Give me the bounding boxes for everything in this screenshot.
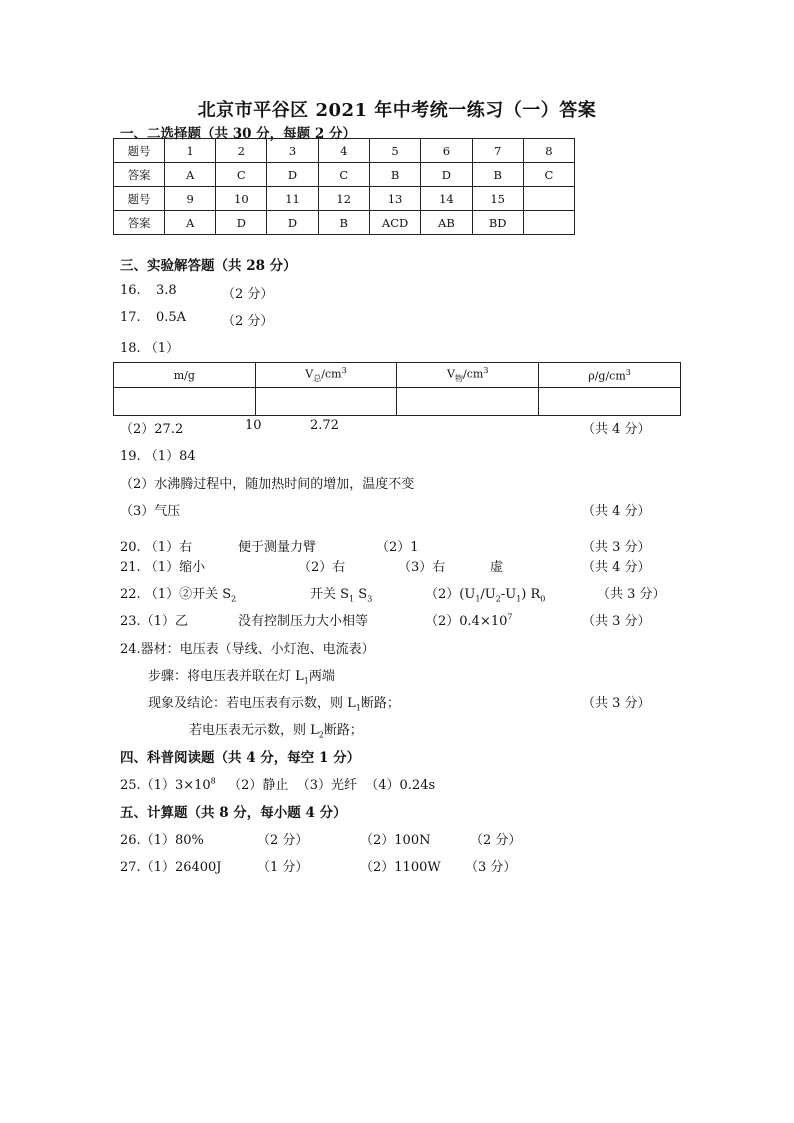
q18-part2: （2）27.2 [120, 422, 184, 437]
q24-line-1: 24.器材：电压表（导线、小灯泡、电流表） [120, 642, 375, 657]
table-header-mass [114, 363, 256, 388]
table-cell: D [267, 211, 318, 235]
q26-score-a: （2 分） [257, 833, 309, 848]
page-title: 北京市平谷区 2021 年中考统一练习（一）答案 [197, 100, 597, 121]
subscript: 1 [303, 676, 309, 686]
table-cell: 12 [318, 187, 369, 211]
table-cell: 5 [369, 139, 420, 163]
table-cell [523, 211, 574, 235]
q23-part-b: 没有控制压力大小相等 [238, 614, 369, 629]
q24-line-4 [189, 719, 363, 740]
subscript: 1 [355, 703, 361, 713]
q26-part-a: 26.（1）80% [120, 833, 204, 848]
section-5-heading: 五、计算题（共 8 分，每小题 4 分） [120, 805, 347, 821]
q24-line-2 [148, 665, 335, 686]
q18-value-2: 2.72 [310, 418, 339, 433]
header-text: ρ/g/cm [588, 369, 626, 383]
header-sub: 物 [455, 373, 463, 383]
q16-number: 16. [120, 283, 141, 298]
table-cell: 8 [523, 139, 574, 163]
q20-score: （共 3 分） [582, 540, 651, 555]
q27-part-c: （2）1100W [360, 860, 441, 875]
q21-part-a: 21. （1）缩小 [120, 560, 206, 575]
table-row [114, 363, 681, 388]
text: （2）0.4×10 [425, 614, 508, 629]
table-row [114, 139, 575, 163]
choice-answer-table [113, 138, 575, 235]
q23-part-a: 23.（1）乙 [120, 614, 188, 629]
text: 断路； [323, 723, 363, 738]
q20-part-c: （2）1 [376, 540, 419, 555]
table-cell [114, 388, 256, 416]
table-cell: 3 [267, 139, 318, 163]
text: 开关 S [310, 587, 350, 602]
subscript: 2 [495, 594, 501, 604]
header-text: V [447, 367, 455, 381]
q22-part-a [120, 583, 236, 604]
table-cell: C [523, 163, 574, 187]
table-cell: 10 [216, 187, 267, 211]
header-text: /cm [321, 367, 342, 381]
q17-answer: 0.5A [156, 310, 187, 325]
q26-part-c: （2）100N [360, 833, 431, 848]
q27-score-a: （1 分） [257, 860, 309, 875]
table-cell: AB [421, 211, 472, 235]
text: （3）光纤 [296, 778, 357, 793]
table-cell: D [421, 163, 472, 187]
q24-score: （共 3 分） [582, 696, 651, 711]
subscript: 2 [318, 730, 324, 740]
text: （4）0.24s [365, 778, 436, 793]
table-cell: 答案 [114, 163, 165, 187]
density-table [113, 362, 681, 416]
table-cell: BD [472, 211, 523, 235]
superscript: 8 [210, 776, 216, 786]
q17-number: 17. [120, 310, 141, 325]
table-cell: 4 [318, 139, 369, 163]
table-cell: 1 [165, 139, 216, 163]
table-cell [523, 187, 574, 211]
header-sup: 3 [625, 367, 631, 377]
table-cell: D [216, 211, 267, 235]
q23-part-c [425, 610, 512, 629]
subscript: 1 [475, 594, 481, 604]
text: 步骤：将电压表并联在灯 L [148, 669, 304, 684]
text: 断路； [360, 696, 400, 711]
text: 若电压表无示数，则 L [189, 723, 319, 738]
subscript: 0 [540, 594, 546, 604]
text: 22. （1）②开关 S [120, 587, 232, 602]
table-cell: 9 [165, 187, 216, 211]
table-cell: B [472, 163, 523, 187]
q22-part-b [310, 583, 372, 604]
header-sub: 总 [313, 373, 322, 383]
table-cell: 题号 [114, 187, 165, 211]
table-row [114, 211, 575, 235]
table-cell: C [318, 163, 369, 187]
q25-answers [120, 774, 435, 793]
table-cell: B [318, 211, 369, 235]
q24-line-3 [148, 692, 400, 713]
q20-part-b: 便于测量力臂 [238, 540, 317, 555]
table-cell: 15 [472, 187, 523, 211]
table-cell: 14 [421, 187, 472, 211]
q21-part-d: 虚 [490, 560, 504, 575]
subscript: 2 [231, 594, 237, 604]
q27-score-c: （3 分） [465, 860, 517, 875]
table-row [114, 187, 575, 211]
q23-score: （共 3 分） [582, 614, 651, 629]
q18-score: （共 4 分） [582, 422, 651, 437]
table-cell [255, 388, 397, 416]
q21-part-b: （2）右 [298, 560, 346, 575]
q22-score: （共 3 分） [597, 587, 666, 602]
table-header-volume-total [255, 363, 397, 388]
superscript: 7 [507, 612, 513, 622]
table-header-volume-object [397, 363, 539, 388]
subscript: 3 [367, 594, 373, 604]
q18-heading: 18. （1） [120, 341, 180, 356]
q19-line-3: （3）气压 [120, 504, 181, 519]
section-1-heading: 一、二选择题（共 30 分，每题 2 分） [120, 126, 356, 142]
text: /U [480, 587, 496, 602]
section-3-heading: 三、实验解答题（共 28 分） [120, 258, 297, 274]
header-sup: 3 [341, 366, 347, 376]
subscript: 1 [349, 594, 355, 604]
table-cell: ACD [369, 211, 420, 235]
q18-value-1: 10 [245, 418, 262, 433]
q27-part-a: 27.（1）26400J [120, 860, 222, 875]
table-cell: D [267, 163, 318, 187]
q19-line-2: （2）水沸腾过程中，随加热时间的增加，温度不变 [120, 477, 415, 492]
table-cell: 11 [267, 187, 318, 211]
table-row [114, 163, 575, 187]
q21-score: （共 4 分） [582, 560, 651, 575]
section-4-heading: 四、科普阅读题（共 4 分，每空 1 分） [120, 750, 361, 766]
table-cell: 2 [216, 139, 267, 163]
q19-score: （共 4 分） [582, 504, 651, 519]
table-cell: 13 [369, 187, 420, 211]
q19-line-1: 19. （1）84 [120, 449, 196, 464]
header-sup: 3 [483, 366, 489, 376]
table-cell: 答案 [114, 211, 165, 235]
text: S [354, 587, 368, 602]
q17-score: （2 分） [222, 314, 274, 329]
q16-score: （2 分） [222, 287, 274, 302]
header-text: m/g [173, 368, 195, 382]
text: -U [500, 587, 517, 602]
table-cell: A [165, 163, 216, 187]
table-cell: C [216, 163, 267, 187]
table-cell: B [369, 163, 420, 187]
header-text: V [305, 367, 314, 381]
table-cell: A [165, 211, 216, 235]
table-header-density [539, 363, 681, 388]
table-cell: 题号 [114, 139, 165, 163]
table-cell: 6 [421, 139, 472, 163]
text: 现象及结论：若电压表有示数，则 L [148, 696, 356, 711]
q26-score-c: （2 分） [470, 833, 522, 848]
q22-part-c [425, 583, 545, 604]
text: 两端 [308, 669, 335, 684]
q16-answer: 3.8 [156, 283, 177, 298]
q20-part-a: 20. （1）右 [120, 540, 193, 555]
text: ) R [521, 587, 541, 602]
subscript: 1 [516, 594, 522, 604]
text: （2）(U [425, 587, 476, 602]
table-cell [397, 388, 539, 416]
text: （2）静止 [228, 778, 289, 793]
table-cell: 7 [472, 139, 523, 163]
text: 25.（1）3×10 [120, 778, 211, 793]
q21-part-c: （3）右 [398, 560, 446, 575]
table-row [114, 388, 681, 416]
header-text: /cm [463, 367, 484, 381]
table-cell [539, 388, 681, 416]
